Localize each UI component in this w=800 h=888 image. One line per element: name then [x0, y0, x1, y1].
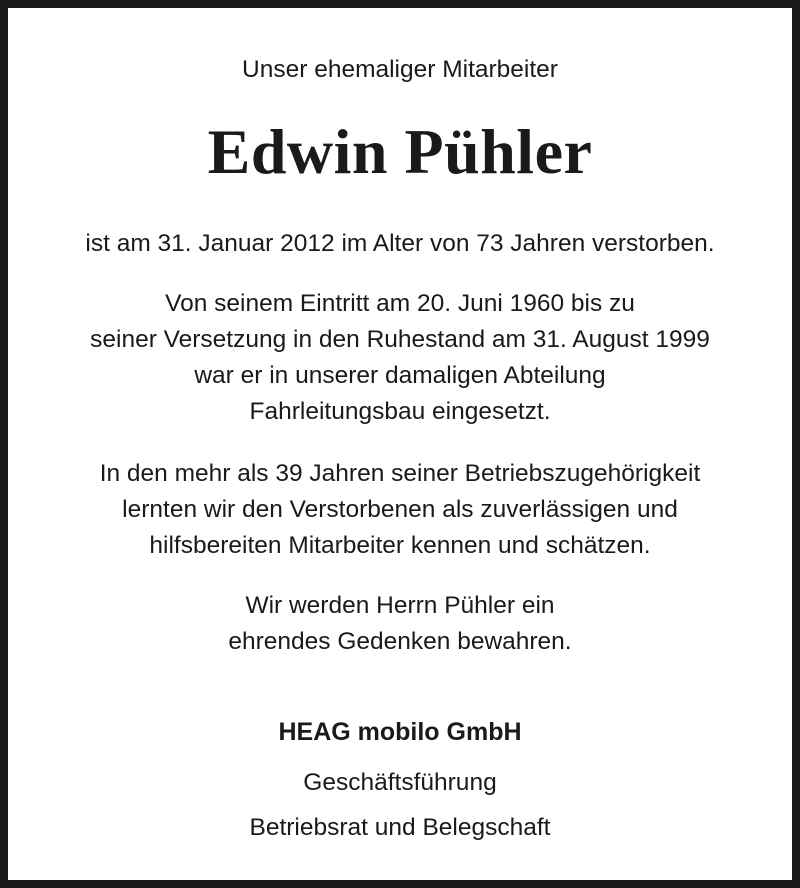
- career-line: Fahrleitungsbau eingesetzt.: [249, 398, 551, 425]
- death-announcement: ist am 31. Januar 2012 im Alter von 73 Jahren verstorben.: [85, 230, 715, 257]
- company-name: HEAG mobilo GmbH: [278, 718, 522, 746]
- tribute-line: lernten wir den Verstorbenen als zuverlässigen und: [122, 496, 678, 523]
- tribute-line: hilfsbereiten Mitarbeiter kennen und schätzen.: [149, 532, 651, 559]
- remembrance-line: ehrendes Gedenken bewahren.: [228, 628, 572, 655]
- obituary-notice: [8, 8, 792, 880]
- career-line: seiner Versetzung in den Ruhestand am 31. August 1999: [90, 326, 710, 353]
- management-signature: Geschäftsführung: [303, 769, 497, 796]
- staff-signature: Betriebsrat und Belegschaft: [249, 814, 551, 841]
- career-line: war er in unserer damaligen Abteilung: [194, 362, 606, 389]
- tribute-line: In den mehr als 39 Jahren seiner Betriebszugehörigkeit: [99, 460, 701, 487]
- deceased-name: Edwin Pühler: [207, 116, 593, 187]
- intro-text: Unser ehemaliger Mitarbeiter: [242, 56, 558, 83]
- remembrance-line: Wir werden Herrn Pühler ein: [245, 592, 555, 619]
- career-line: Von seinem Eintritt am 20. Juni 1960 bis zu: [165, 290, 635, 317]
